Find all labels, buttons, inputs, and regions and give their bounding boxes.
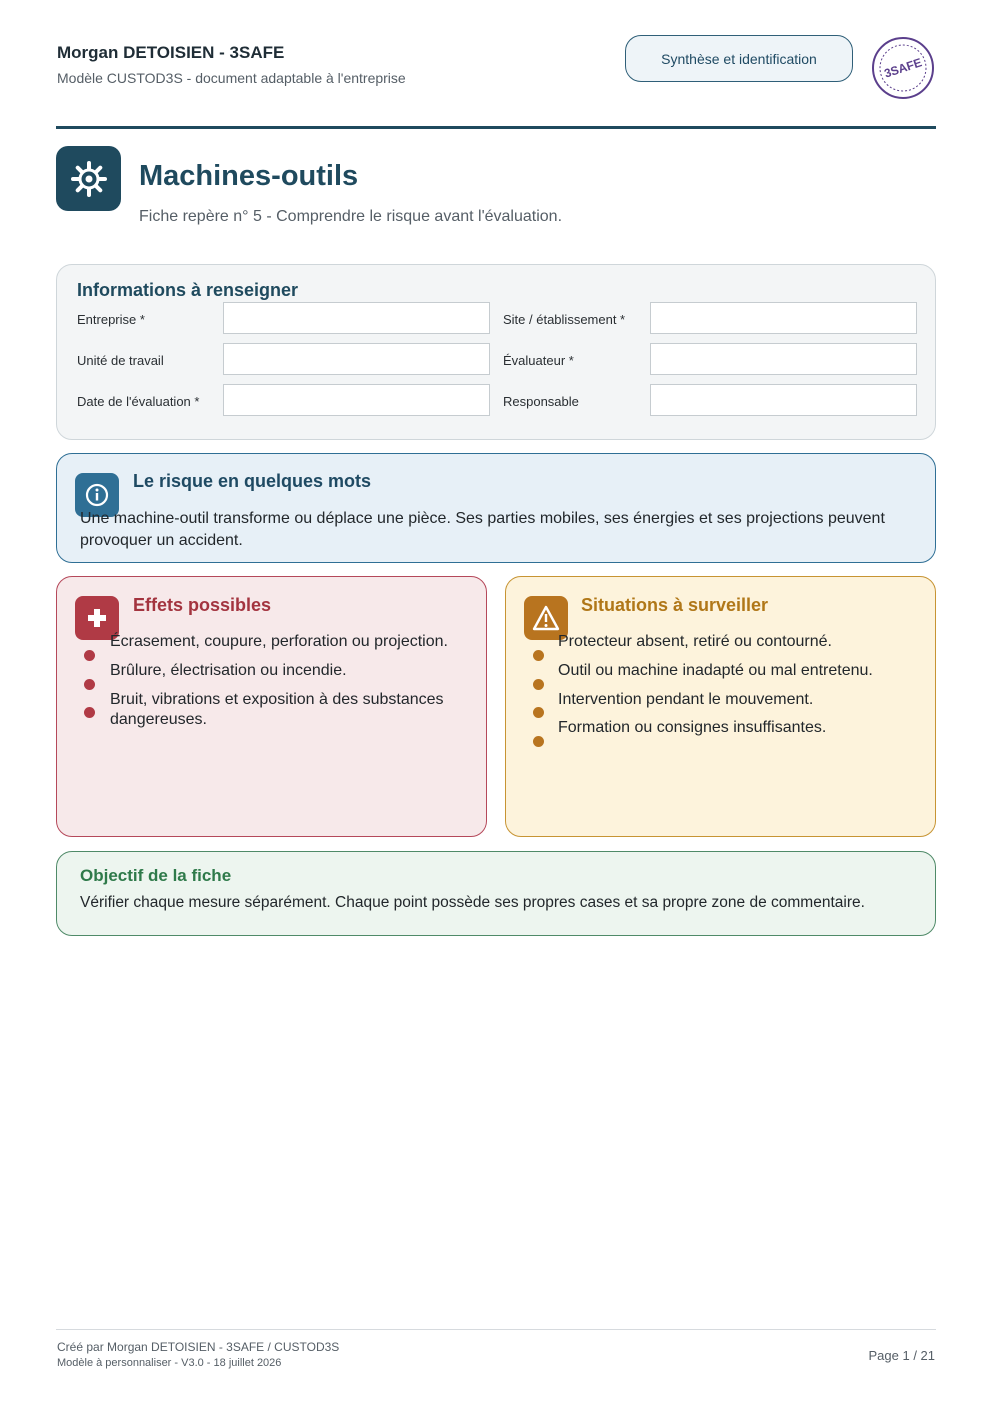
- evaluateur-field[interactable]: [650, 343, 917, 375]
- situations-card: [505, 576, 936, 837]
- objective-text: Vérifier chaque mesure séparément. Chaque point possède ses propres cases et sa propre zone de commentaire.: [80, 894, 865, 911]
- info-form: [56, 264, 936, 440]
- page-number: Page 1 / 21: [868, 1348, 935, 1363]
- bullet-dot: [84, 650, 95, 661]
- risk-text: Une machine-outil transforme ou déplace une pièce. Ses parties mobiles, ses énergies et ses projections peuvent provoquer un accident.: [80, 510, 885, 549]
- field-label-responsable: Responsable: [503, 394, 579, 409]
- situations-item: Formation ou consignes insuffisantes.: [558, 719, 827, 736]
- field-label-site: Site / établissement *: [503, 312, 626, 327]
- section-tab[interactable]: [625, 35, 853, 82]
- unite-field[interactable]: [223, 343, 490, 375]
- situations-item: Protecteur absent, retiré ou contourné.: [558, 633, 832, 650]
- footer-divider: [56, 1329, 936, 1330]
- bullet-dot: [84, 707, 95, 718]
- date-field[interactable]: [223, 384, 490, 416]
- logo-text: 3SAFE: [882, 55, 924, 81]
- effects-item: Brûlure, électrisation ou incendie.: [110, 662, 347, 679]
- gear-icon: [56, 146, 121, 211]
- responsable-field[interactable]: [650, 384, 917, 416]
- bullet-dot: [533, 736, 544, 747]
- info-form-title: Informations à renseigner: [77, 280, 299, 300]
- footer-version: Modèle à personnaliser - V3.0 - 18 juillet 2026: [57, 1357, 282, 1369]
- situations-title: Situations à surveiller: [581, 595, 769, 615]
- bullet-dot: [533, 707, 544, 718]
- company-logo: [870, 36, 936, 100]
- bullet-dot: [533, 650, 544, 661]
- page-subtitle: Fiche repère n° 5 - Comprendre le risque avant l'évaluation.: [139, 208, 563, 225]
- model-description: Modèle CUSTOD3S - document adaptable à l'entreprise: [57, 70, 406, 86]
- risk-summary-card: [56, 453, 936, 563]
- bullet-dot: [84, 679, 95, 690]
- section-tab-label: Synthèse et identification: [661, 50, 817, 67]
- field-label-entreprise: Entreprise *: [77, 312, 145, 327]
- effects-title: Effets possibles: [133, 595, 272, 615]
- situations-item: Outil ou machine inadapté ou mal entretenu.: [558, 662, 873, 679]
- field-label-date: Date de l'évaluation *: [77, 394, 200, 409]
- page-title: Machines-outils: [139, 160, 359, 192]
- situations-item: Intervention pendant le mouvement.: [558, 691, 814, 708]
- effects-card: [56, 576, 487, 837]
- objective-title: Objectif de la fiche: [80, 866, 232, 885]
- field-label-evaluateur: Évaluateur *: [503, 353, 574, 368]
- effects-item: Écrasement, coupure, perforation ou projection.: [110, 633, 448, 650]
- objective-card: [56, 851, 936, 936]
- entreprise-field[interactable]: [223, 302, 490, 334]
- site-field[interactable]: [650, 302, 917, 334]
- field-label-unite: Unité de travail: [77, 353, 164, 368]
- effects-item: Bruit, vibrations et exposition à des substances dangereuses.: [110, 691, 444, 728]
- footer-created-by: Créé par Morgan DETOISIEN - 3SAFE / CUSTOD3S: [57, 1340, 340, 1354]
- risk-title: Le risque en quelques mots: [133, 471, 372, 491]
- header-divider: [56, 126, 936, 129]
- author-name: Morgan DETOISIEN - 3SAFE: [57, 43, 285, 62]
- bullet-dot: [533, 679, 544, 690]
